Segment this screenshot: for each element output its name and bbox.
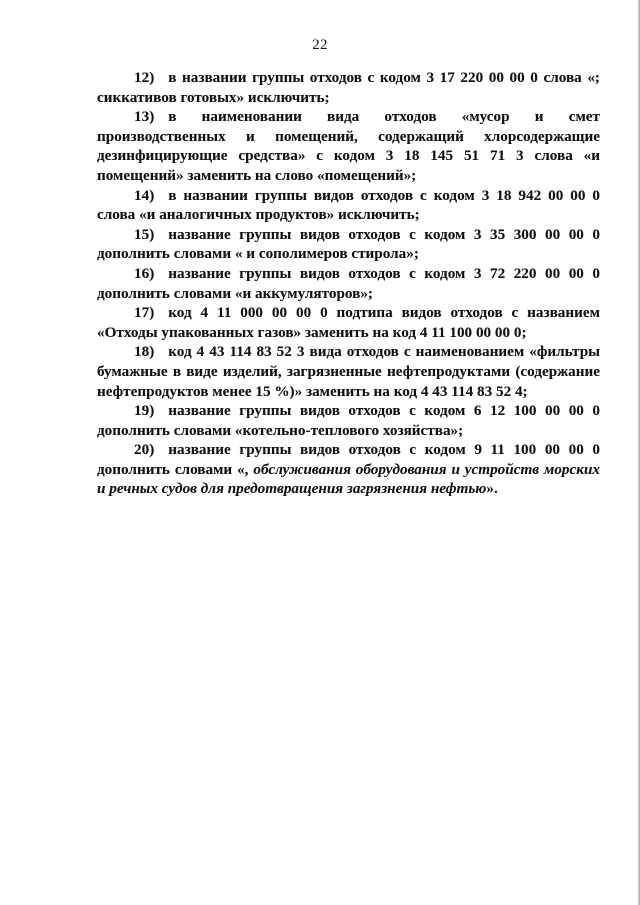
item-number: 12) [134, 69, 155, 86]
item-number: 15) [134, 225, 155, 243]
item-text: код 4 43 114 83 52 3 вида отходов с наименованием «фильтры бумажные в виде изделий, загрязненные нефтепродуктами (содержание нефтепродуктов менее 15 %)» заменить на код 4 43 114 83 52 4; [97, 343, 600, 400]
item-number: 20) [134, 441, 155, 459]
list-item [97, 186, 600, 225]
page-number: 22 [312, 37, 328, 53]
list-item [97, 264, 600, 303]
list-item [97, 107, 600, 185]
amendment-list [97, 68, 600, 499]
item-text: название группы видов отходов с кодом 6 12 100 00 00 0 дополнить словами «котельно-теплового хозяйства»; [97, 402, 600, 439]
item-text: в наименовании вида отходов «мусор и смет производственных и помещений, содержащий хлорсодержащие дезинфицирующие средства» с кодом 3 18 145 51 71 3 слова «и помещений» заменить на слово «помещений»; [97, 108, 600, 184]
list-item [97, 68, 600, 107]
list-item [97, 440, 600, 499]
item-text: код 4 11 000 00 00 0 подтипа видов отходов с названием «Отходы упакованных газов» заменить на код 4 11 100 00 00 0; [97, 304, 600, 341]
item-number: 14) [134, 186, 155, 204]
list-item [97, 225, 600, 264]
item-number: 18) [134, 343, 155, 361]
item-text: в названии группы отходов с кодом 3 17 220 00 00 0 слова «; сиккативов готовых» исключить; [97, 69, 600, 106]
item-text: название группы видов отходов с кодом 3 72 220 00 00 0 дополнить словами «и аккумуляторов»; [97, 264, 600, 302]
item-text: в названии группы видов отходов с кодом 3 18 942 00 00 0 слова «и аналогичных продуктов» исключить; [97, 186, 600, 224]
item-number: 16) [134, 264, 155, 282]
item-text: название группы видов отходов с кодом 3 35 300 00 00 0 дополнить словами « и сополимеров стирола»; [97, 225, 600, 263]
item-text-italic: обслуживания оборудования и устройств морских и речных судов для предотвращения загрязнения нефтью [97, 460, 600, 498]
item-number: 19) [134, 402, 155, 420]
item-number: 17) [134, 304, 155, 322]
list-item [97, 303, 600, 342]
item-text: название группы видов отходов с кодом 9 11 100 00 00 0 дополнить словами «, [97, 441, 600, 478]
item-number: 13) [134, 108, 155, 126]
item-text-end: ». [486, 480, 498, 498]
list-item [97, 342, 600, 401]
list-item [97, 401, 600, 440]
